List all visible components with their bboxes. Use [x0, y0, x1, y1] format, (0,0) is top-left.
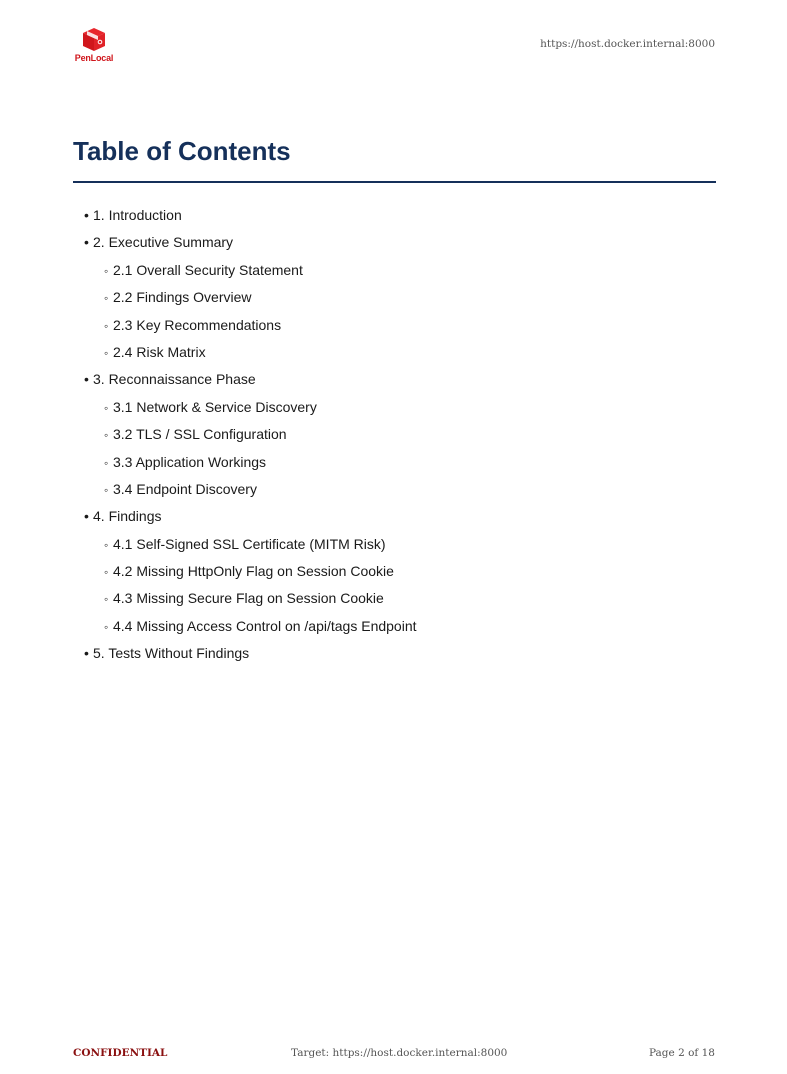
- hollow-bullet-icon: [104, 424, 113, 445]
- toc-item[interactable]: •1. Introduction: [84, 205, 417, 232]
- toc-item[interactable]: •4. Findings: [84, 506, 417, 533]
- toc-subitem[interactable]: ◦2.4 Risk Matrix: [84, 342, 417, 369]
- hollow-bullet-icon: [104, 287, 113, 308]
- hollow-bullet-icon: [104, 534, 113, 555]
- title-divider: [73, 181, 716, 183]
- toc-subitem[interactable]: ◦3.1 Network & Service Discovery: [84, 397, 417, 424]
- header-url: https://host.docker.internal:8000: [540, 38, 715, 50]
- toc-subitem[interactable]: ◦3.4 Endpoint Discovery: [84, 479, 417, 506]
- hollow-bullet-icon: [104, 397, 113, 418]
- toc-item[interactable]: •2. Executive Summary: [84, 232, 417, 259]
- hollow-bullet-icon: [104, 479, 113, 500]
- bullet-icon: [84, 506, 93, 526]
- toc-subitem[interactable]: ◦4.2 Missing HttpOnly Flag on Session Cookie: [84, 561, 417, 588]
- hollow-bullet-icon: [104, 342, 113, 363]
- toc-subitem[interactable]: ◦4.3 Missing Secure Flag on Session Cookie: [84, 588, 417, 615]
- hollow-bullet-icon: [104, 452, 113, 473]
- hollow-bullet-icon: [104, 616, 113, 637]
- penlocal-logo: [73, 26, 115, 66]
- bullet-icon: [84, 232, 93, 252]
- toc-subitem[interactable]: ◦2.3 Key Recommendations: [84, 315, 417, 342]
- package-box-icon: [81, 26, 107, 52]
- hollow-bullet-icon: [104, 561, 113, 582]
- toc-subitem[interactable]: ◦3.2 TLS / SSL Configuration: [84, 424, 417, 451]
- toc-subitem[interactable]: ◦2.1 Overall Security Statement: [84, 260, 417, 287]
- confidential-label: CONFIDENTIAL: [73, 1047, 168, 1059]
- bullet-icon: [84, 205, 93, 225]
- logo-text: PenLocal: [74, 53, 114, 63]
- page-number: Page 2 of 18: [648, 1047, 715, 1059]
- bullet-icon: [84, 643, 93, 663]
- table-of-contents: [84, 205, 417, 671]
- toc-subitem[interactable]: ◦3.3 Application Workings: [84, 452, 417, 479]
- hollow-bullet-icon: [104, 260, 113, 281]
- footer-target: Target: https://host.docker.internal:8000: [291, 1047, 508, 1059]
- bullet-icon: [84, 369, 93, 389]
- toc-subitem[interactable]: ◦4.1 Self-Signed SSL Certificate (MITM Risk): [84, 534, 417, 561]
- hollow-bullet-icon: [104, 588, 113, 609]
- toc-item[interactable]: •3. Reconnaissance Phase: [84, 369, 417, 396]
- page-title: Table of Contents: [73, 136, 291, 166]
- hollow-bullet-icon: [104, 315, 113, 336]
- toc-item[interactable]: •5. Tests Without Findings: [84, 643, 417, 670]
- toc-subitem[interactable]: ◦4.4 Missing Access Control on /api/tags Endpoint: [84, 616, 417, 643]
- toc-subitem[interactable]: ◦2.2 Findings Overview: [84, 287, 417, 314]
